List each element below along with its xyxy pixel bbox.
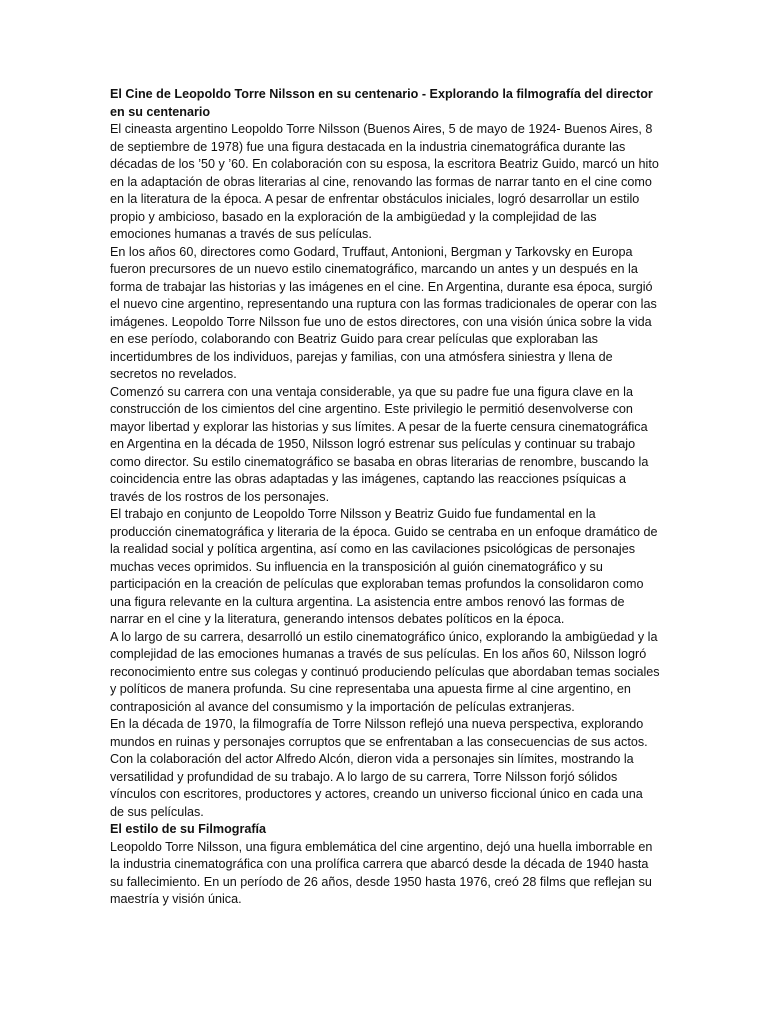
paragraph-seventies: En la década de 1970, la filmografía de Torre Nilsson reflejó una nueva perspectiva, explorando mundos en ruinas y personajes corruptos que se enfrentaban a las consecuencias de sus actos. Con la colaboración del actor Alfredo Alcón, dieron vida a personajes sin límites, mostrando la versatilidad y profundidad de su trabajo. A lo largo de su carrera, Torre Nilsson forjó sólidos vínculos con escritores, productores y actores, creando un universo ficcional único en cada una de sus películas. xyxy=(110,717,648,819)
paragraph-style: A lo largo de su carrera, desarrolló un estilo cinematográfico único, explorando la ambigüedad y la complejidad de las emociones humanas a través de sus películas. En los años 60, Nilsson logró reconocimiento entre sus colegas y continuó produciendo películas que abordaban temas sociales y políticos de manera profunda. Su cine representaba una apuesta firme al cine argentino, en contraposición al avance del consumismo y la importación de películas extranjeras. xyxy=(110,629,660,714)
paragraph-guido-collaboration: El trabajo en conjunto de Leopoldo Torre Nilsson y Beatriz Guido fue fundamental en la producción cinematográfica y literaria de la época. Guido se centraba en un enfoque dramático de la realidad social y política argentina, así como en las cavilaciones psicológicas de personajes muchas veces oprimidos. Su influencia en la transposición al guión cinematográfico y su participación en la creación de películas que exploraban temas profundos la consolidaron como una figura relevante en la cultura argentina. La asistencia entre ambos renovó las formas de narrar en el cine y la literatura, generando intensos debates políticos en la época. xyxy=(110,507,658,626)
paragraph-filmography: Leopoldo Torre Nilsson, una figura emblemática del cine argentino, dejó una huella imborrable en la industria cinematográfica con una prolífica carrera que abarcó desde la década de 1940 hasta su fallecimiento. En un período de 26 años, desde 1950 hasta 1976, creó 28 films que reflejan su maestría y visión única. xyxy=(110,839,653,906)
paragraph-career-start: Comenzó su carrera con una ventaja considerable, ya que su padre fue una figura clave en la construcción de los cimientos del cine argentino. Este privilegio le permitió desenvolverse con mayor libertad y explorar las historias y sus límites. A pesar de la fuerte censura cinematográfica en Argentina en la década de 1950, Nilsson logró estrenar sus películas y continuar su trabajo como director. Su estilo cinematográfico se basaba en obras literarias de renombre, buscando la coincidencia entre las obras adaptadas y las imágenes, captando las reacciones psíquicas a través de los rostros de los personajes. xyxy=(110,384,649,504)
document-page xyxy=(110,86,660,909)
paragraph-intro: El cineasta argentino Leopoldo Torre Nilsson (Buenos Aires, 5 de mayo de 1924- Buenos Aires, 8 de septiembre de 1978) fue una figura destacada en la industria cinematográfica durante las décadas de los ’50 y ’60. En colaboración con su esposa, la escritora Beatriz Guido, marcó un hito en la adaptación de obras literarias al cine, renovando las formas de narrar tanto en el cine como en la literatura de la época. A pesar de enfrentar obstáculos iniciales, logró desarrollar un estilo propio y ambicioso, basado en la exploración de la ambigüedad y la complejidad de las emociones humanas a través de sus películas. xyxy=(110,122,659,241)
paragraph-sixties: En los años 60, directores como Godard, Truffaut, Antonioni, Bergman y Tarkovsky en Europa fueron precursores de un nuevo estilo cinematográfico, marcando un antes y un después en la forma de trabajar las historias y las imágenes en el cine. En Argentina, durante esa época, surgió el nuevo cine argentino, representando una ruptura con las formas tradicionales de operar con las imágenes. Leopoldo Torre Nilsson fue uno de estos directores, con una visión única sobre la vida en ese período, colaborando con Beatriz Guido para crear películas que exploraban las incertidumbres de los individuos, parejas y familias, con una atmósfera siniestra y llena de secretos no revelados. xyxy=(110,244,657,381)
section-heading: El estilo de su Filmografía xyxy=(110,822,267,836)
document-title: El Cine de Leopoldo Torre Nilsson en su centenario - Explorando la filmografía del director en su centenario xyxy=(110,87,653,119)
